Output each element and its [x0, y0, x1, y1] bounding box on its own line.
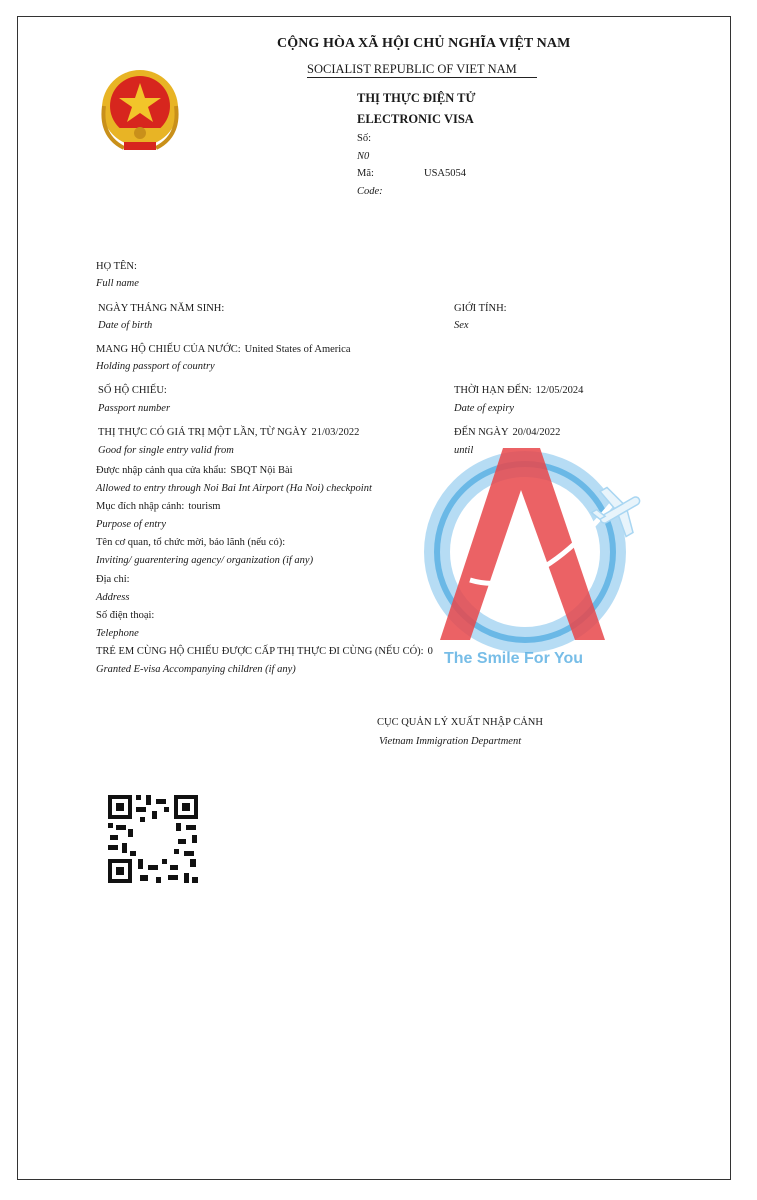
agency-label-en: Inviting/ guarentering agency/ organization (if any) [96, 555, 314, 566]
purpose-label-vi: Mục đích nhập cảnh: [96, 501, 185, 512]
qr-code-icon [106, 793, 200, 885]
entry-row [96, 465, 293, 476]
address-label-en: Address [96, 592, 130, 603]
full-name-label-en: Full name [96, 278, 139, 289]
valid-from-label-en: Good for single entry valid from [98, 445, 234, 456]
until-row [454, 427, 560, 438]
code-label-en: Code: [357, 186, 383, 197]
children-value: 0 [427, 646, 433, 657]
children-label-vi: TRẺ EM CÙNG HỘ CHIẾU ĐƯỢC CẤP THỊ THỰC ĐI CÙNG (NẾU CÓ): [96, 646, 424, 657]
number-label-vi: Số: [357, 133, 372, 144]
visa-title-en: ELECTRONIC VISA [357, 112, 474, 126]
valid-from-row [98, 427, 359, 438]
purpose-value: tourism [188, 501, 221, 512]
expiry-value: 12/05/2024 [535, 385, 584, 396]
visa-title-vi: THỊ THỰC ĐIỆN TỬ [357, 91, 476, 105]
phone-label-vi: Số điện thoại: [96, 610, 155, 621]
address-label-vi: Địa chỉ: [96, 574, 130, 585]
valid-from-label-vi: THỊ THỰC CÓ GIÁ TRỊ MỘT LẦN, TỪ NGÀY [98, 427, 308, 438]
expiry-label-en: Date of expiry [454, 403, 515, 414]
expiry-label-vi: THỜI HẠN ĐẾN: [454, 385, 532, 396]
entry-label-en: Allowed to entry through Noi Bai Int Airport (Ha Noi) checkpoint [96, 483, 372, 494]
dob-label-en: Date of birth [98, 320, 153, 331]
full-name-label-vi: HỌ TÊN: [96, 261, 137, 272]
phone-label-en: Telephone [96, 628, 139, 639]
code-label-vi: Mã: [357, 168, 374, 179]
country-value: United States of America [244, 344, 351, 355]
purpose-label-en: Purpose of entry [96, 519, 166, 530]
expiry-row [454, 385, 583, 396]
code-value: USA5054 [424, 168, 467, 179]
country-label-vi: MANG HỘ CHIẾU CỦA NƯỚC: [96, 344, 241, 355]
country-label-en: Holding passport of country [96, 361, 215, 372]
entry-label-vi: Được nhập cảnh qua cửa khẩu: [96, 465, 227, 476]
country-title-vi: CỘNG HÒA XÃ HỘI CHỦ NGHĨA VIỆT NAM [277, 36, 571, 51]
watermark-slogan: The Smile For You [444, 650, 583, 667]
department-vi: CỤC QUẢN LÝ XUẤT NHẬP CẢNH [377, 717, 543, 728]
country-row [96, 344, 351, 355]
purpose-row [96, 501, 220, 512]
children-row [96, 646, 433, 657]
until-value: 20/04/2022 [512, 427, 561, 438]
entry-value: SBQT Nội Bài [230, 465, 293, 476]
valid-from-value: 21/03/2022 [311, 427, 360, 438]
sex-label-en: Sex [454, 320, 469, 331]
dob-label-vi: NGÀY THÁNG NĂM SINH: [98, 303, 225, 314]
watermark-logo-icon [415, 440, 645, 670]
passport-label-vi: SỐ HỘ CHIẾU: [98, 385, 167, 396]
until-label-vi: ĐẾN NGÀY [454, 427, 509, 438]
children-label-en: Granted E-visa Accompanying children (if any) [96, 664, 296, 675]
header-underline [307, 77, 537, 78]
passport-label-en: Passport number [98, 403, 171, 414]
country-title-en: SOCIALIST REPUBLIC OF VIET NAM [307, 62, 517, 76]
agency-label-vi: Tên cơ quan, tổ chức mời, bảo lãnh (nếu có): [96, 537, 286, 548]
number-label-en: N0 [357, 151, 370, 162]
sex-label-vi: GIỚI TÍNH: [454, 303, 507, 314]
department-en: Vietnam Immigration Department [379, 736, 522, 747]
national-emblem-icon [94, 66, 186, 156]
until-label-en: until [454, 445, 474, 456]
